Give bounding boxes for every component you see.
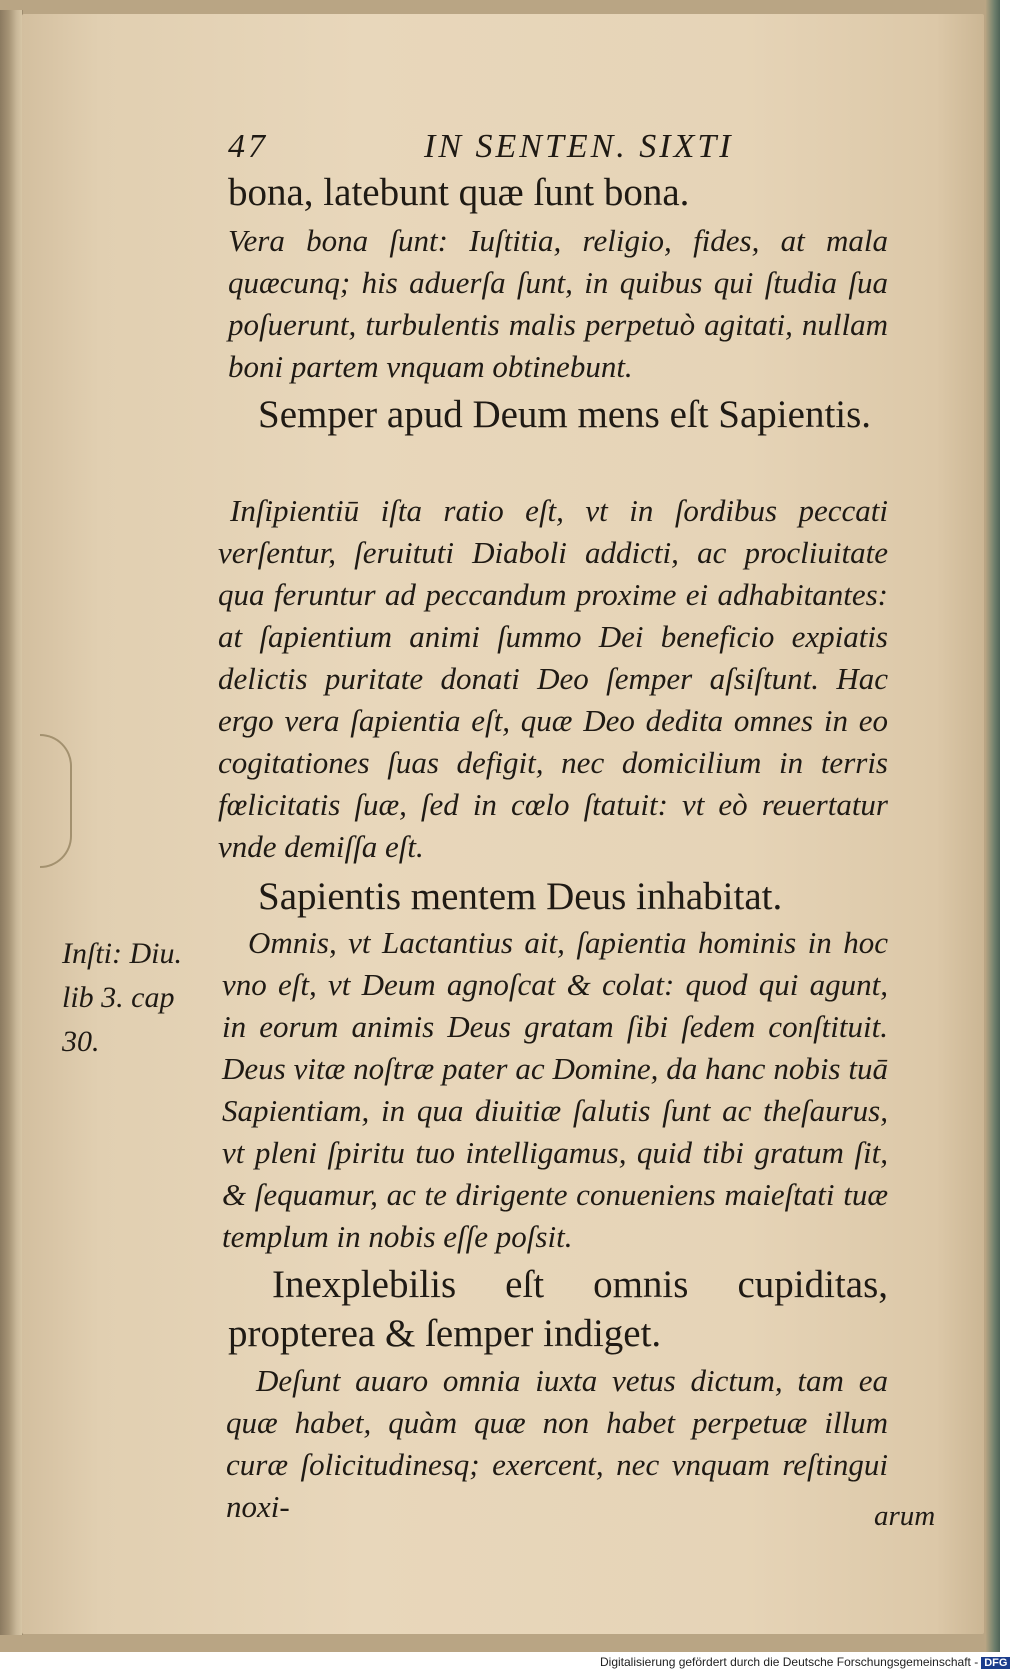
commentary-3: Omnis, vt Lactantius ait, ſapientia hominis in hoc vno eſt, vt Deum agnoſcat & colat: quod qui agunt, in eorum animis Deus gratam ſibi ſedem conſtituit. Deus vitæ noſtræ pater ac Domine, da hanc nobis tuā Sapientiam, in qua diuitiæ ſalutis ſunt ac theſaurus, vt pleni ſpiritu tuo intelligamus, quid tibi gratum ſit, & ſequamur, ac te dirigente conueniens maieſtati tuæ templum in nobis eſſe poſsit.: [222, 925, 888, 1254]
running-title: IN SENTEN. SIXTI: [424, 128, 734, 165]
credit-text: Digitalisierung gefördert durch die Deutsche Forschungsgemeinschaft -: [600, 1655, 979, 1669]
book-cover-edge: [986, 0, 1000, 1652]
sentence-2: Semper apud Deum mens eſt Sapientis.: [258, 393, 872, 436]
sentence-3: Sapientis mentem Deus inhabitat.: [258, 875, 783, 918]
commentary-2: Inſipientiū iſta ratio eſt, vt in ſordibus peccati verſentur, ſeruituti Diaboli addicti, ac procliuitate qua feruntur ad peccandum proxime ei adhabitantes: at ſapientium animi ſummo Dei beneficio expiatis delictis puritate donati Deo ſemper aſsiſtunt. Hac ergo vera ſapientia eſt, quæ Deo dedita omnes in eo cogitationes ſuas defigit, nec domicilium in terris fœlicitatis ſuæ, ſed in cœlo ſtatuit: vt eò reuertatur vnde demiſſa eſt.: [218, 493, 888, 864]
binding-clasp: [40, 734, 72, 868]
digitization-credit: [600, 1655, 1008, 1675]
sentence-4: Inexplebilis eſt omnis cupiditas, propterea & ſemper indiget.: [228, 1263, 888, 1355]
sentence-1: bona, latebunt quæ ſunt bona.: [228, 171, 690, 214]
dfg-logo: DFG: [981, 1657, 1010, 1669]
commentary-1: Vera bona ſunt: Iuſtitia, religio, fides, at mala quæcunq; his aduerſa ſunt, in quibus qui ſtudia ſua poſuerunt, turbulentis malis perpetuò agitati, nullam boni partem vnquam obtinebunt.: [228, 223, 888, 384]
book-left-edge: [0, 10, 23, 1635]
marginal-citation: Inſti: Diu. lib 3. cap 30.: [62, 937, 182, 1058]
catchword: arum: [874, 1500, 936, 1532]
page-number: 47: [228, 128, 268, 165]
commentary-4: Deſunt auaro omnia iuxta vetus dictum, tam ea quæ habet, quàm quæ non habet perpetuæ illum curæ ſolicitudinesq; exercent, nec vnquam reſtingui noxi-: [226, 1363, 888, 1524]
